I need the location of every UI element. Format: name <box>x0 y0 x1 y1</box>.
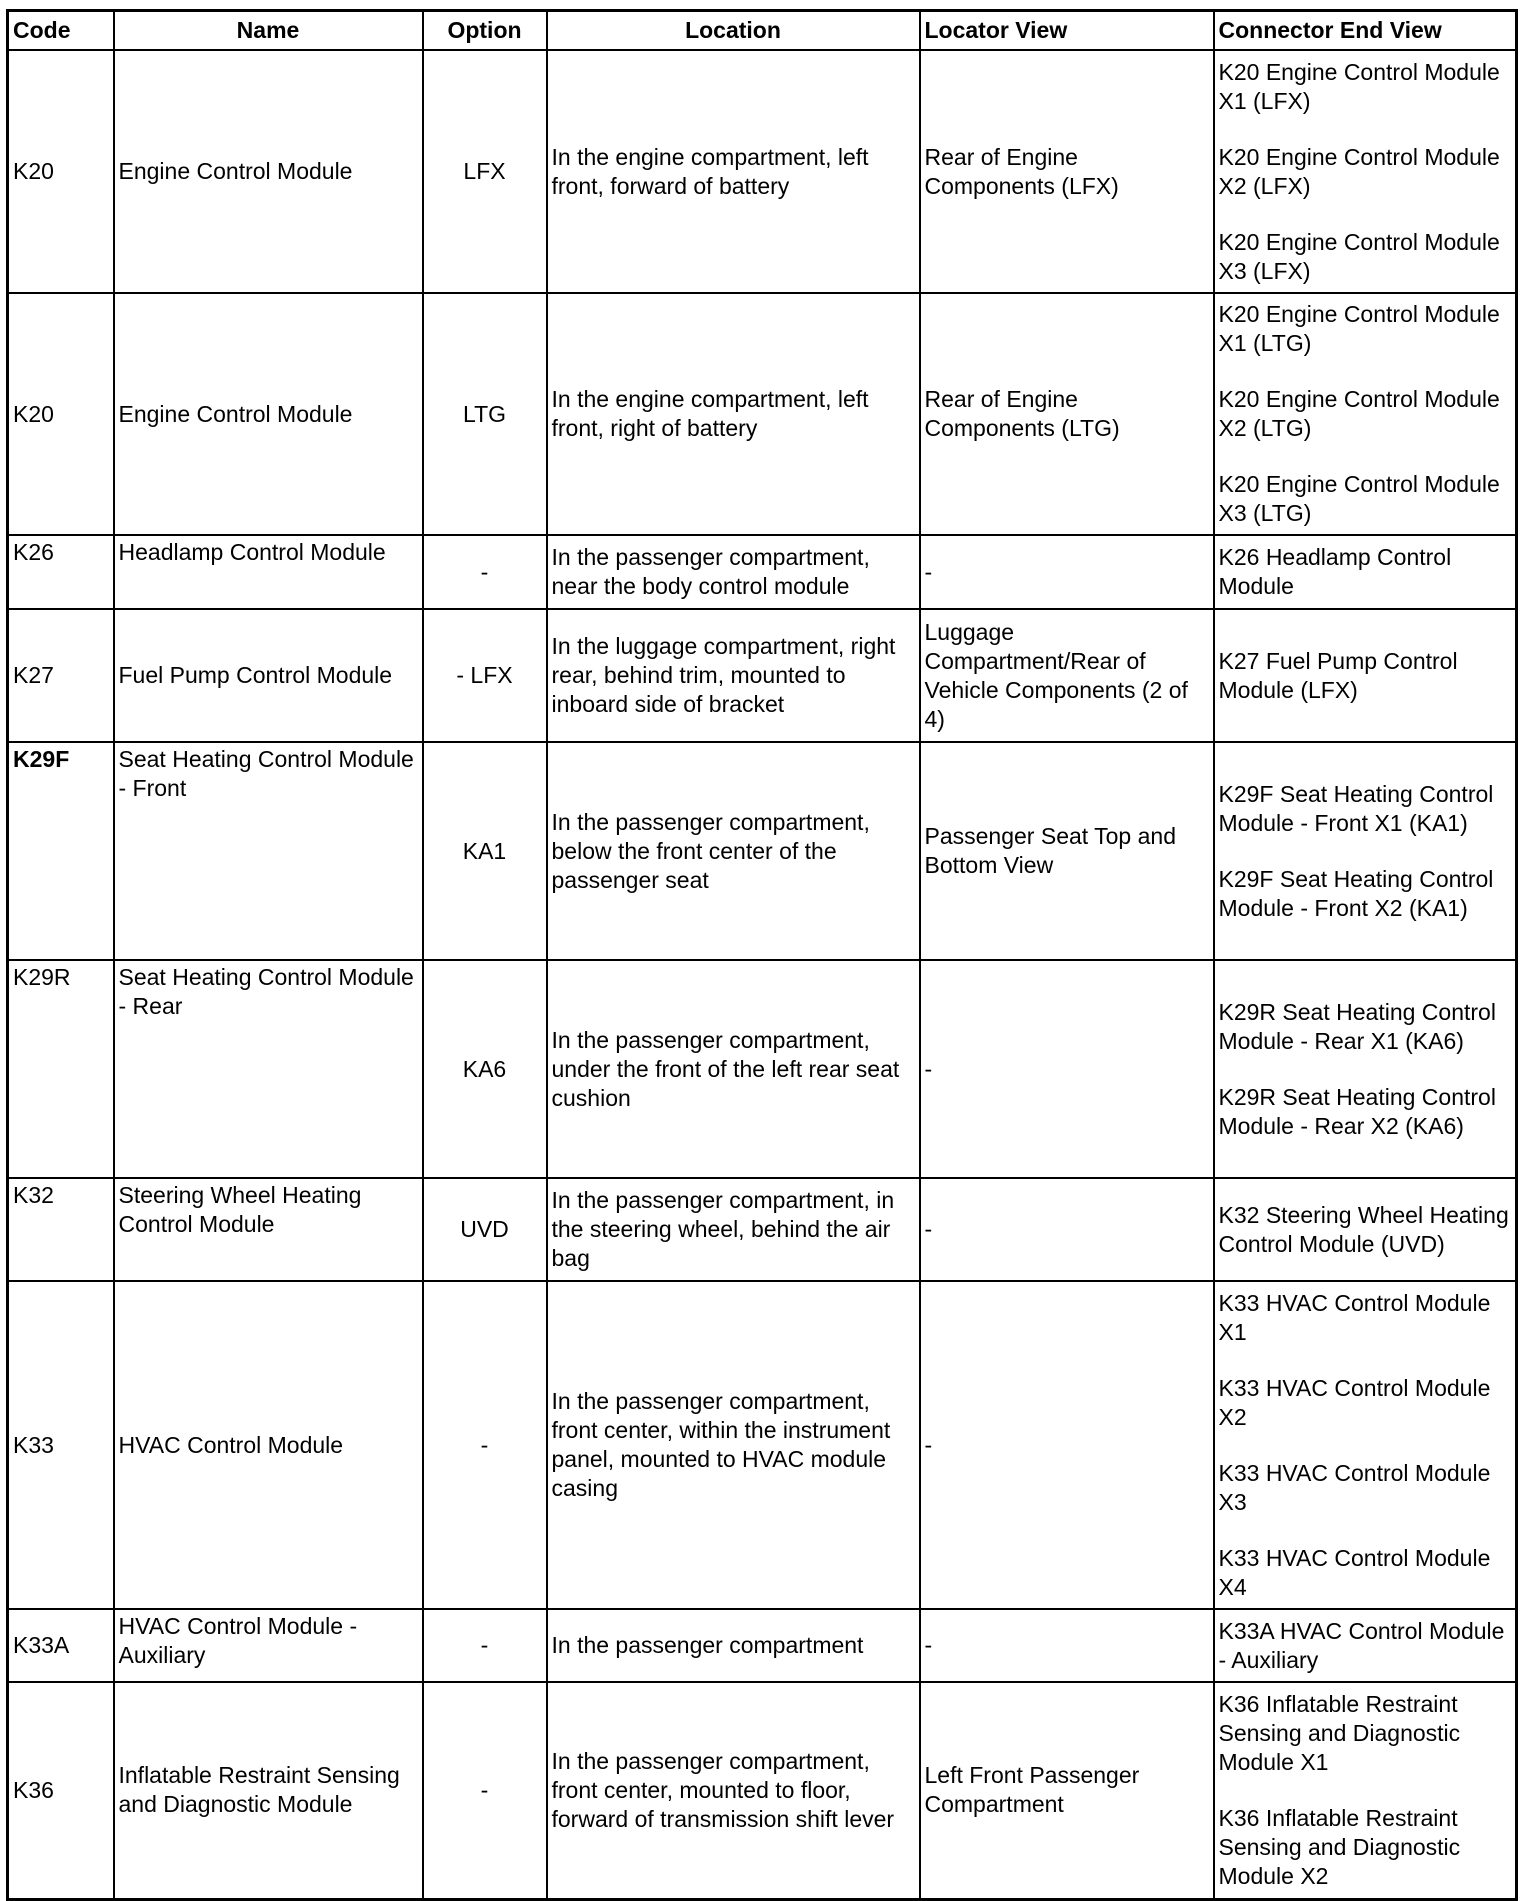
connector-link[interactable]: K32 Steering Wheel Heating Control Module (UVD) <box>1218 1201 1509 1257</box>
cell-location: In the passenger compartment <box>547 1609 920 1682</box>
cell-code: K20 <box>8 293 114 535</box>
cell-connector-end-view <box>1214 1178 1517 1281</box>
cell-location: In the engine compartment, left front, forward of battery <box>547 50 920 293</box>
connector-link[interactable]: K20 Engine Control Module X2 (LTG) <box>1218 386 1500 441</box>
connector-link[interactable]: K33 HVAC Control Module X3 <box>1218 1459 1491 1515</box>
cell-locator-view: Luggage Compartment/Rear of Vehicle Components (2 of 4) <box>920 609 1214 742</box>
connector-link[interactable]: K26 Headlamp Control Module <box>1218 544 1452 599</box>
cell-location: In the passenger compartment, near the body control module <box>547 535 920 609</box>
cell-code: K33 <box>8 1281 114 1609</box>
cell-code: K26 <box>8 535 114 609</box>
connector-link[interactable]: K27 Fuel Pump Control Module (LFX) <box>1218 647 1458 703</box>
cell-code: K20 <box>8 50 114 293</box>
cell-location: In the luggage compartment, right rear, behind trim, mounted to inboard side of bracket <box>547 609 920 742</box>
cell-name: Fuel Pump Control Module <box>114 609 423 742</box>
cell-name: HVAC Control Module - Auxiliary <box>114 1609 423 1682</box>
cell-locator-view: - <box>920 1178 1214 1281</box>
cell-option: - <box>423 1682 547 1899</box>
cell-code: K33A <box>8 1609 114 1682</box>
connector-link[interactable]: K33 HVAC Control Module X2 <box>1218 1374 1491 1430</box>
cell-option: - <box>423 1609 547 1682</box>
header-name: Name <box>114 11 423 51</box>
table-row <box>8 609 1517 742</box>
cell-code: K29F <box>8 742 114 960</box>
cell-name: Engine Control Module <box>114 50 423 293</box>
table-row <box>8 1609 1517 1682</box>
cell-connector-end-view <box>1214 1682 1517 1899</box>
cell-option: UVD <box>423 1178 547 1281</box>
cell-location: In the passenger compartment, in the steering wheel, behind the air bag <box>547 1178 920 1281</box>
cell-name: Headlamp Control Module <box>114 535 423 609</box>
table-row <box>8 742 1517 960</box>
cell-connector-end-view <box>1214 609 1517 742</box>
cell-locator-view: - <box>920 1609 1214 1682</box>
header-connector-end-view: Connector End View <box>1214 11 1517 51</box>
cell-locator-view: Rear of Engine Components (LFX) <box>920 50 1214 293</box>
cell-code: K27 <box>8 609 114 742</box>
cell-code: K32 <box>8 1178 114 1281</box>
connector-link[interactable]: K33A HVAC Control Module - Auxiliary <box>1218 1617 1505 1673</box>
header-option: Option <box>423 11 547 51</box>
cell-connector-end-view <box>1214 1609 1517 1682</box>
connector-link[interactable]: K29R Seat Heating Control Module - Rear X2 (KA6) <box>1218 1083 1496 1139</box>
connector-link[interactable]: K20 Engine Control Module X2 (LFX) <box>1218 143 1500 199</box>
header-locator-view: Locator View <box>920 11 1214 51</box>
cell-option: KA1 <box>423 742 547 960</box>
cell-option: - <box>423 1281 547 1609</box>
cell-location: In the passenger compartment, below the front center of the passenger seat <box>547 742 920 960</box>
cell-name: Engine Control Module <box>114 293 423 535</box>
cell-location: In the passenger compartment, front center, within the instrument panel, mounted to HVAC module casing <box>547 1281 920 1609</box>
connector-link[interactable]: K33 HVAC Control Module X1 <box>1218 1289 1491 1345</box>
table-row <box>8 535 1517 609</box>
cell-locator-view: Passenger Seat Top and Bottom View <box>920 742 1214 960</box>
cell-connector-end-view <box>1214 293 1517 535</box>
cell-option: - <box>423 535 547 609</box>
cell-name: HVAC Control Module <box>114 1281 423 1609</box>
cell-code: K29R <box>8 960 114 1178</box>
table-row <box>8 1682 1517 1899</box>
connector-link[interactable]: K29F Seat Heating Control Module - Front X1 (KA1) <box>1218 780 1494 836</box>
table-row <box>8 1281 1517 1609</box>
cell-name: Inflatable Restraint Sensing and Diagnostic Module <box>114 1682 423 1899</box>
connector-link[interactable]: K20 Engine Control Module X3 (LTG) <box>1218 471 1500 526</box>
table-row <box>8 293 1517 535</box>
cell-locator-view: Left Front Passenger Compartment <box>920 1682 1214 1899</box>
connector-link[interactable]: K20 Engine Control Module X1 (LFX) <box>1218 58 1500 114</box>
component-locator-table <box>6 9 1518 1901</box>
cell-connector-end-view <box>1214 742 1517 960</box>
cell-name: Seat Heating Control Module - Front <box>114 742 423 960</box>
cell-locator-view: Rear of Engine Components (LTG) <box>920 293 1214 535</box>
cell-location: In the passenger compartment, under the front of the left rear seat cushion <box>547 960 920 1178</box>
cell-name: Steering Wheel Heating Control Module <box>114 1178 423 1281</box>
cell-location: In the passenger compartment, front center, mounted to floor, forward of transmission shift lever <box>547 1682 920 1899</box>
cell-option: - LFX <box>423 609 547 742</box>
cell-option: LFX <box>423 50 547 293</box>
cell-name: Seat Heating Control Module - Rear <box>114 960 423 1178</box>
cell-connector-end-view <box>1214 960 1517 1178</box>
cell-connector-end-view <box>1214 535 1517 609</box>
cell-locator-view: - <box>920 1281 1214 1609</box>
cell-option: LTG <box>423 293 547 535</box>
cell-locator-view: - <box>920 960 1214 1178</box>
header-code: Code <box>8 11 114 51</box>
connector-link[interactable]: K33 HVAC Control Module X4 <box>1218 1544 1491 1600</box>
table-row <box>8 1178 1517 1281</box>
cell-option: KA6 <box>423 960 547 1178</box>
header-location: Location <box>547 11 920 51</box>
connector-link[interactable]: K20 Engine Control Module X3 (LFX) <box>1218 228 1500 284</box>
table-row <box>8 50 1517 293</box>
header-row <box>8 11 1517 51</box>
cell-connector-end-view <box>1214 50 1517 293</box>
connector-link[interactable]: K20 Engine Control Module X1 (LTG) <box>1218 301 1500 356</box>
cell-locator-view: - <box>920 535 1214 609</box>
connector-link[interactable]: K29F Seat Heating Control Module - Front X2 (KA1) <box>1218 865 1494 921</box>
connector-link[interactable]: K36 Inflatable Restraint Sensing and Diagnostic Module X2 <box>1218 1804 1461 1889</box>
connector-link[interactable]: K29R Seat Heating Control Module - Rear X1 (KA6) <box>1218 998 1496 1054</box>
cell-location: In the engine compartment, left front, right of battery <box>547 293 920 535</box>
connector-link[interactable]: K36 Inflatable Restraint Sensing and Diagnostic Module X1 <box>1218 1690 1461 1775</box>
cell-connector-end-view <box>1214 1281 1517 1609</box>
table-row <box>8 960 1517 1178</box>
cell-code: K36 <box>8 1682 114 1899</box>
